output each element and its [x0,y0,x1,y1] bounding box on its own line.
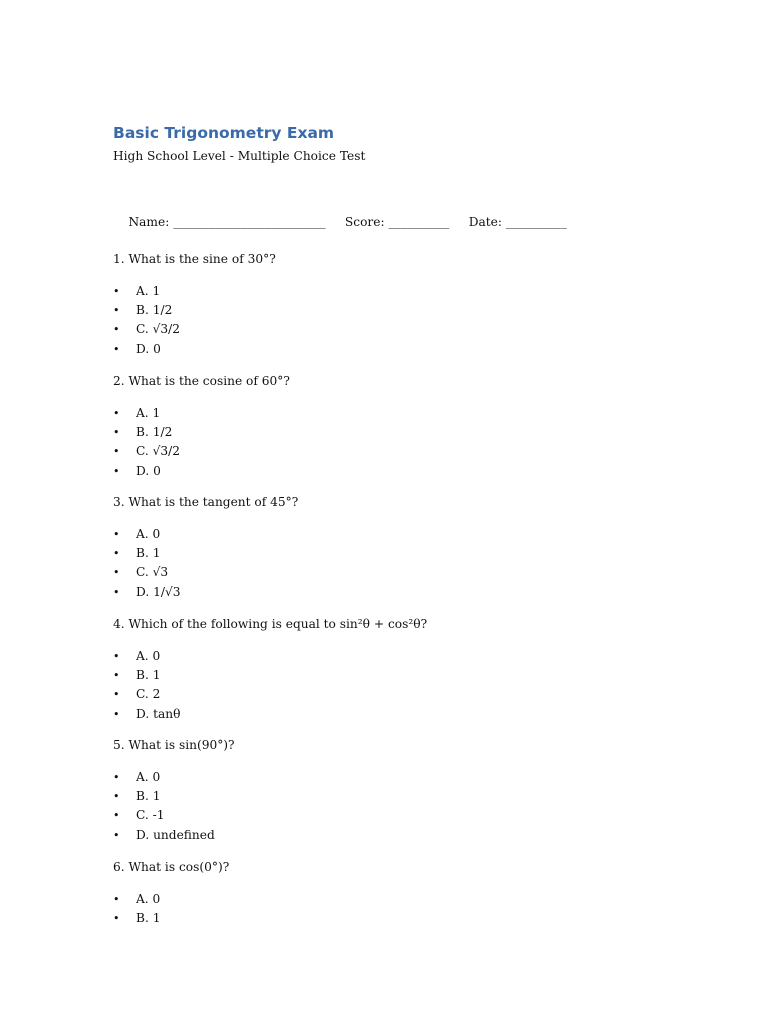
question-4: 4. Which of the following is equal to sin²θ + cos²θ? [113,617,428,631]
option [113,525,180,544]
bullet-icon: • [113,707,120,721]
option [113,544,180,563]
option [113,563,180,582]
date-label: Date: [468,215,506,229]
option [113,647,180,666]
bullet-icon: • [113,771,120,784]
question-1: 1. What is the sine of 30°? [113,252,276,266]
option [113,462,180,481]
question-6-options [113,890,160,928]
question-2-options [113,404,180,481]
option [113,301,180,320]
question-5: 5. What is sin(90°)? [113,738,235,752]
bullet-icon: • [113,304,120,318]
option-label: B. 1 [136,668,161,683]
option-label: A. 0 [136,527,161,541]
option-label: C. 2 [136,687,161,702]
question-6: 6. What is cos(0°)? [113,860,230,874]
bullet-icon: • [113,688,120,702]
question-5-options [113,768,215,845]
option [113,583,180,602]
question-1-options [113,282,180,359]
bullet-icon: • [113,323,120,337]
option-label: B. 1/2 [136,303,173,318]
option-label: D. 0 [136,463,161,478]
bullet-icon: • [113,893,120,906]
name-label: Name: [128,215,174,229]
bullet-icon: • [113,464,120,478]
option [113,340,180,359]
option-label: A. 1 [136,406,161,420]
score-blank: __________ [388,215,450,229]
option-label: A. 0 [136,892,161,906]
option [113,768,215,787]
option-label: B. 1 [136,546,161,561]
option [113,404,180,423]
option [113,909,160,928]
exam-title: Basic Trigonometry Exam [113,124,335,142]
option-label: D. 0 [136,341,161,356]
bullet-icon: • [113,407,120,420]
exam-subtitle: High School Level - Multiple Choice Test [113,149,366,163]
question-3: 3. What is the tangent of 45°? [113,495,299,509]
option-label: B. 1/2 [136,425,173,440]
bullet-icon: • [113,528,120,541]
option-label: C. √3/2 [136,322,181,337]
bullet-icon: • [113,828,120,842]
bullet-icon: • [113,285,120,298]
date-blank: __________ [505,215,567,229]
question-4-options [113,647,180,724]
score-label: Score: [344,215,389,229]
option-label: B. 1 [136,911,161,926]
option-label: A. 0 [136,649,161,663]
bullet-icon: • [113,566,120,580]
option-label: D. tanθ [136,706,181,721]
name-blank: _________________________ [173,215,326,229]
option [113,320,180,339]
option [113,890,160,909]
bullet-icon: • [113,790,120,804]
option [113,282,180,301]
option-label: D. 1/√3 [136,584,181,599]
bullet-icon: • [113,912,120,926]
option-label: A. 1 [136,284,161,298]
option [113,685,180,704]
info-line [113,201,567,243]
option-label: B. 1 [136,789,161,804]
option-label: C. -1 [136,808,165,823]
option [113,826,215,845]
bullet-icon: • [113,669,120,683]
option-label: C. √3 [136,565,169,580]
option-label: C. √3/2 [136,444,181,459]
option-label: D. undefined [136,827,215,842]
option [113,705,180,724]
bullet-icon: • [113,585,120,599]
question-3-options [113,525,180,602]
bullet-icon: • [113,650,120,663]
option [113,787,215,806]
option [113,666,180,685]
bullet-icon: • [113,426,120,440]
info-gap [449,215,468,229]
option [113,806,215,825]
question-2: 2. What is the cosine of 60°? [113,374,290,388]
bullet-icon: • [113,342,120,356]
bullet-icon: • [113,809,120,823]
bullet-icon: • [113,547,120,561]
option [113,423,180,442]
option-label: A. 0 [136,770,161,784]
bullet-icon: • [113,445,120,459]
option [113,442,180,461]
info-gap [326,215,345,229]
